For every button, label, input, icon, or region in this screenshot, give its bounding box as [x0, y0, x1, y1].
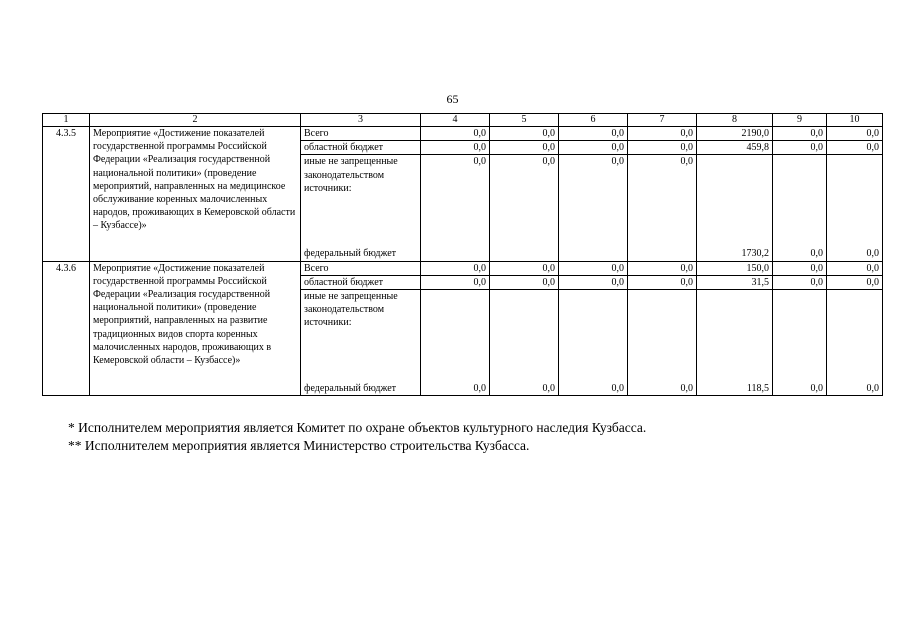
header-cell: 1 — [43, 114, 90, 127]
value-cell: 0,0 — [559, 261, 628, 275]
table-row — [43, 261, 883, 275]
value-cell: 0,0 — [421, 382, 490, 396]
value-cell: 2190,0 — [697, 127, 773, 141]
value-cell: 0,0 — [827, 275, 883, 289]
value-cell: 0,0 — [490, 155, 559, 248]
value-cell: 0,0 — [827, 382, 883, 396]
value-cell: 0,0 — [827, 141, 883, 155]
value-cell: 0,0 — [628, 127, 697, 141]
value-cell: 0,0 — [628, 275, 697, 289]
value-cell: 0,0 — [559, 155, 628, 248]
value-cell — [827, 290, 883, 383]
value-cell: 0,0 — [421, 141, 490, 155]
value-cell — [421, 247, 490, 261]
row-id: 4.3.5 — [43, 127, 90, 262]
value-cell: 0,0 — [490, 275, 559, 289]
value-cell: 0,0 — [773, 382, 827, 396]
header-cell: 9 — [773, 114, 827, 127]
header-cell: 5 — [490, 114, 559, 127]
value-cell: 459,8 — [697, 141, 773, 155]
value-cell — [628, 247, 697, 261]
source-label: иные не запрещенные законодательством источники: — [301, 155, 421, 248]
value-cell: 31,5 — [697, 275, 773, 289]
value-cell: 150,0 — [697, 261, 773, 275]
value-cell — [697, 290, 773, 383]
value-cell — [773, 290, 827, 383]
value-cell: 118,5 — [697, 382, 773, 396]
value-cell: 0,0 — [490, 261, 559, 275]
value-cell: 0,0 — [773, 261, 827, 275]
source-label: федеральный бюджет — [301, 382, 421, 396]
value-cell: 1730,2 — [697, 247, 773, 261]
value-cell: 0,0 — [773, 247, 827, 261]
value-cell: 0,0 — [559, 275, 628, 289]
value-cell: 0,0 — [827, 247, 883, 261]
value-cell: 0,0 — [559, 127, 628, 141]
value-cell: 0,0 — [773, 127, 827, 141]
table-row — [43, 127, 883, 141]
budget-table — [42, 113, 883, 396]
footnote: ** Исполнителем мероприятия является Министерство строительства Кузбасса. — [68, 438, 530, 453]
header-row — [43, 114, 883, 127]
source-label: областной бюджет — [301, 275, 421, 289]
value-cell: 0,0 — [421, 155, 490, 248]
value-cell — [697, 155, 773, 248]
value-cell: 0,0 — [628, 261, 697, 275]
value-cell: 0,0 — [827, 261, 883, 275]
source-label: областной бюджет — [301, 141, 421, 155]
source-label: федеральный бюджет — [301, 247, 421, 261]
header-cell: 2 — [90, 114, 301, 127]
header-cell: 10 — [827, 114, 883, 127]
header-cell: 8 — [697, 114, 773, 127]
value-cell: 0,0 — [827, 127, 883, 141]
value-cell — [490, 247, 559, 261]
value-cell — [490, 290, 559, 383]
value-cell: 0,0 — [490, 141, 559, 155]
header-cell: 6 — [559, 114, 628, 127]
value-cell: 0,0 — [421, 261, 490, 275]
value-cell: 0,0 — [628, 141, 697, 155]
value-cell: 0,0 — [628, 382, 697, 396]
header-cell: 7 — [628, 114, 697, 127]
source-label: иные не запрещенные законодательством источники: — [301, 290, 421, 383]
value-cell — [559, 290, 628, 383]
value-cell: 0,0 — [559, 382, 628, 396]
row-title: Мероприятие «Достижение показателей государственной программы Российской Федерации «Реализация государственной национальной политики» (проведение мероприятий, направленных на медицинское обслуживание коренных малочисленных народов, проживающих в Кемеровской области – Кузбассе)» — [90, 127, 301, 262]
page-number: 65 — [446, 92, 459, 106]
value-cell — [628, 290, 697, 383]
value-cell — [559, 247, 628, 261]
footnote: * Исполнителем мероприятия является Комитет по охране объектов культурного наследия Кузбасса. — [68, 420, 647, 435]
value-cell: 0,0 — [628, 155, 697, 248]
row-id: 4.3.6 — [43, 261, 90, 396]
source-label: Всего — [301, 127, 421, 141]
footnotes — [68, 419, 646, 455]
row-title: Мероприятие «Достижение показателей государственной программы Российской Федерации «Реализация государственной национальной политики» (проведение мероприятий, направленных на развитие традиционных видов спорта коренных малочисленных народов, проживающих в Кемеровской области – Кузбассе)» — [90, 261, 301, 396]
value-cell: 0,0 — [490, 382, 559, 396]
value-cell — [773, 155, 827, 248]
value-cell: 0,0 — [421, 275, 490, 289]
value-cell: 0,0 — [421, 127, 490, 141]
header-cell: 4 — [421, 114, 490, 127]
value-cell — [827, 155, 883, 248]
value-cell: 0,0 — [773, 275, 827, 289]
source-label: Всего — [301, 261, 421, 275]
value-cell: 0,0 — [490, 127, 559, 141]
value-cell: 0,0 — [559, 141, 628, 155]
header-cell: 3 — [301, 114, 421, 127]
value-cell: 0,0 — [773, 141, 827, 155]
value-cell — [421, 290, 490, 383]
